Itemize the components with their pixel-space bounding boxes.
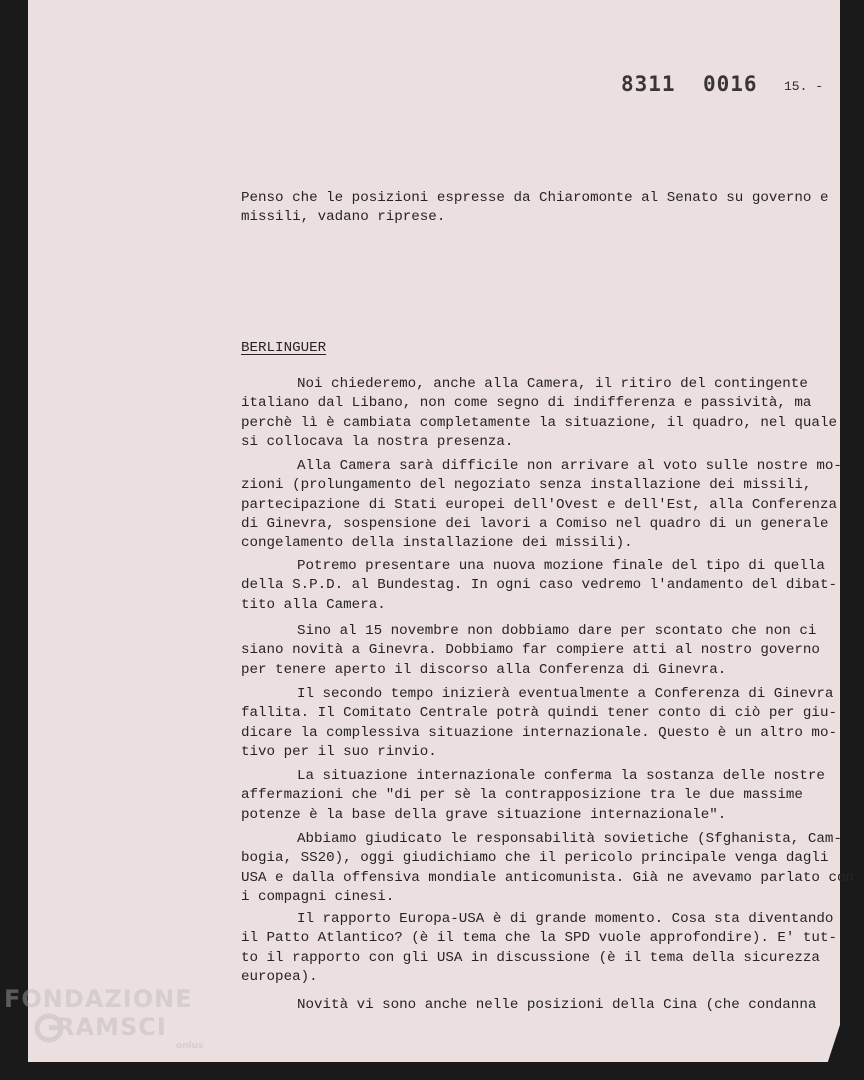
watermark-line-1: FONDAZIONE (4, 985, 193, 1013)
paragraph-line: Noi chiederemo, anche alla Camera, il ritiro del contingente (297, 376, 808, 392)
paragraph-line: Abbiamo giudicato le responsabilità sovietiche (Sfghanista, Cam- (297, 831, 842, 847)
paragraph (241, 767, 825, 825)
intro-paragraph (241, 189, 829, 228)
paragraph-line: to il rapporto con gli USA in discussione (è il tema della sicurezza (241, 949, 820, 966)
paragraph-line: europea). (241, 968, 318, 985)
paragraph-line: si collocava la nostra presenza. (241, 433, 514, 450)
paragraph-line: perchè lì è cambiata completamente la situazione, il quadro, nel quale (241, 414, 837, 431)
paragraph-line: i compagni cinesi. (241, 888, 395, 905)
paragraph-line: per tenere aperto il discorso alla Conferenza di Ginevra. (241, 661, 727, 678)
paragraph-line: congelamento della installazione dei missili). (241, 535, 633, 552)
paragraph-line: siano novità a Ginevra. Dobbiamo far compiere atti al nostro governo (241, 642, 820, 659)
paragraph (241, 457, 842, 553)
paragraph (241, 557, 837, 615)
paragraph (241, 375, 837, 452)
paragraph-line: di Ginevra, sospensione dei lavori a Comiso nel quadro di un generale (241, 515, 829, 532)
paragraph-line: zioni (prolungamento del negoziato senza installazione dei missili, (241, 477, 812, 494)
intro-line: Penso che le posizioni espresse da Chiaromonte al Senato su governo e (241, 190, 829, 206)
paragraph-line: Alla Camera sarà difficile non arrivare al voto sulle nostre mo- (297, 458, 842, 474)
paragraph-line: della S.P.D. al Bundestag. In ogni caso vedremo l'andamento del dibat- (241, 577, 837, 594)
paragraph-line: affermazioni che "di per sè la contrapposizione tra le due massime (241, 787, 803, 804)
archive-number-series: 8311 (621, 72, 676, 96)
page-number: 15. - (784, 79, 824, 94)
paragraph-line: USA e dalla offensiva mondiale anticomunista. Già ne avevamo parlato con (241, 869, 854, 886)
paragraph-line: il Patto Atlantico? (è il tema che la SPD vuole approfondire). E' tut- (241, 930, 837, 947)
fondazione-gramsci-watermark (4, 985, 214, 1055)
paragraph (241, 996, 817, 1015)
paragraph-line: potenze è la base della grave situazione internazionale". (241, 806, 727, 823)
paragraph-line: partecipazione di Stati europei dell'Ovest e dell'Est, alla Conferenza (241, 496, 837, 513)
paragraph (241, 685, 837, 762)
paragraph-line: Il secondo tempo inizierà eventualmente a Conferenza di Ginevra (297, 686, 834, 702)
paragraph-line: Sino al 15 novembre non dobbiamo dare per scontato che non ci (297, 623, 817, 639)
paragraph-line: dicare la complessiva situazione internazionale. Questo è un altro mo- (241, 724, 837, 741)
paragraph (241, 910, 837, 987)
speaker-heading: BERLINGUER (241, 340, 327, 356)
paragraph (241, 622, 820, 680)
paragraph-line: tivo per il suo rinvio. (241, 743, 437, 760)
archive-number-sheet: 0016 (703, 72, 758, 96)
intro-line: missili, vadano riprese. (241, 209, 446, 226)
paragraph-line: Potremo presentare una nuova mozione finale del tipo di quella (297, 558, 825, 574)
paragraph-line: La situazione internazionale conferma la sostanza delle nostre (297, 768, 825, 784)
paragraph-line: Novità vi sono anche nelle posizioni della Cina (che condanna (297, 997, 817, 1013)
paragraph (241, 830, 854, 907)
paragraph-line: italiano dal Libano, non come segno di indifferenza e passività, ma (241, 395, 812, 412)
paragraph-line: tito alla Camera. (241, 596, 386, 613)
paragraph-line: bogia, SS20), oggi giudichiamo che il pericolo principale venga dagli (241, 850, 829, 867)
watermark-line-2: RAMSCI (56, 1013, 167, 1041)
watermark-line-3: onlus (176, 1041, 204, 1051)
paragraph-line: fallita. Il Comitato Centrale potrà quindi tener conto di ciò per giu- (241, 705, 837, 722)
paragraph-line: Il rapporto Europa-USA è di grande momento. Cosa sta diventando (297, 911, 834, 927)
